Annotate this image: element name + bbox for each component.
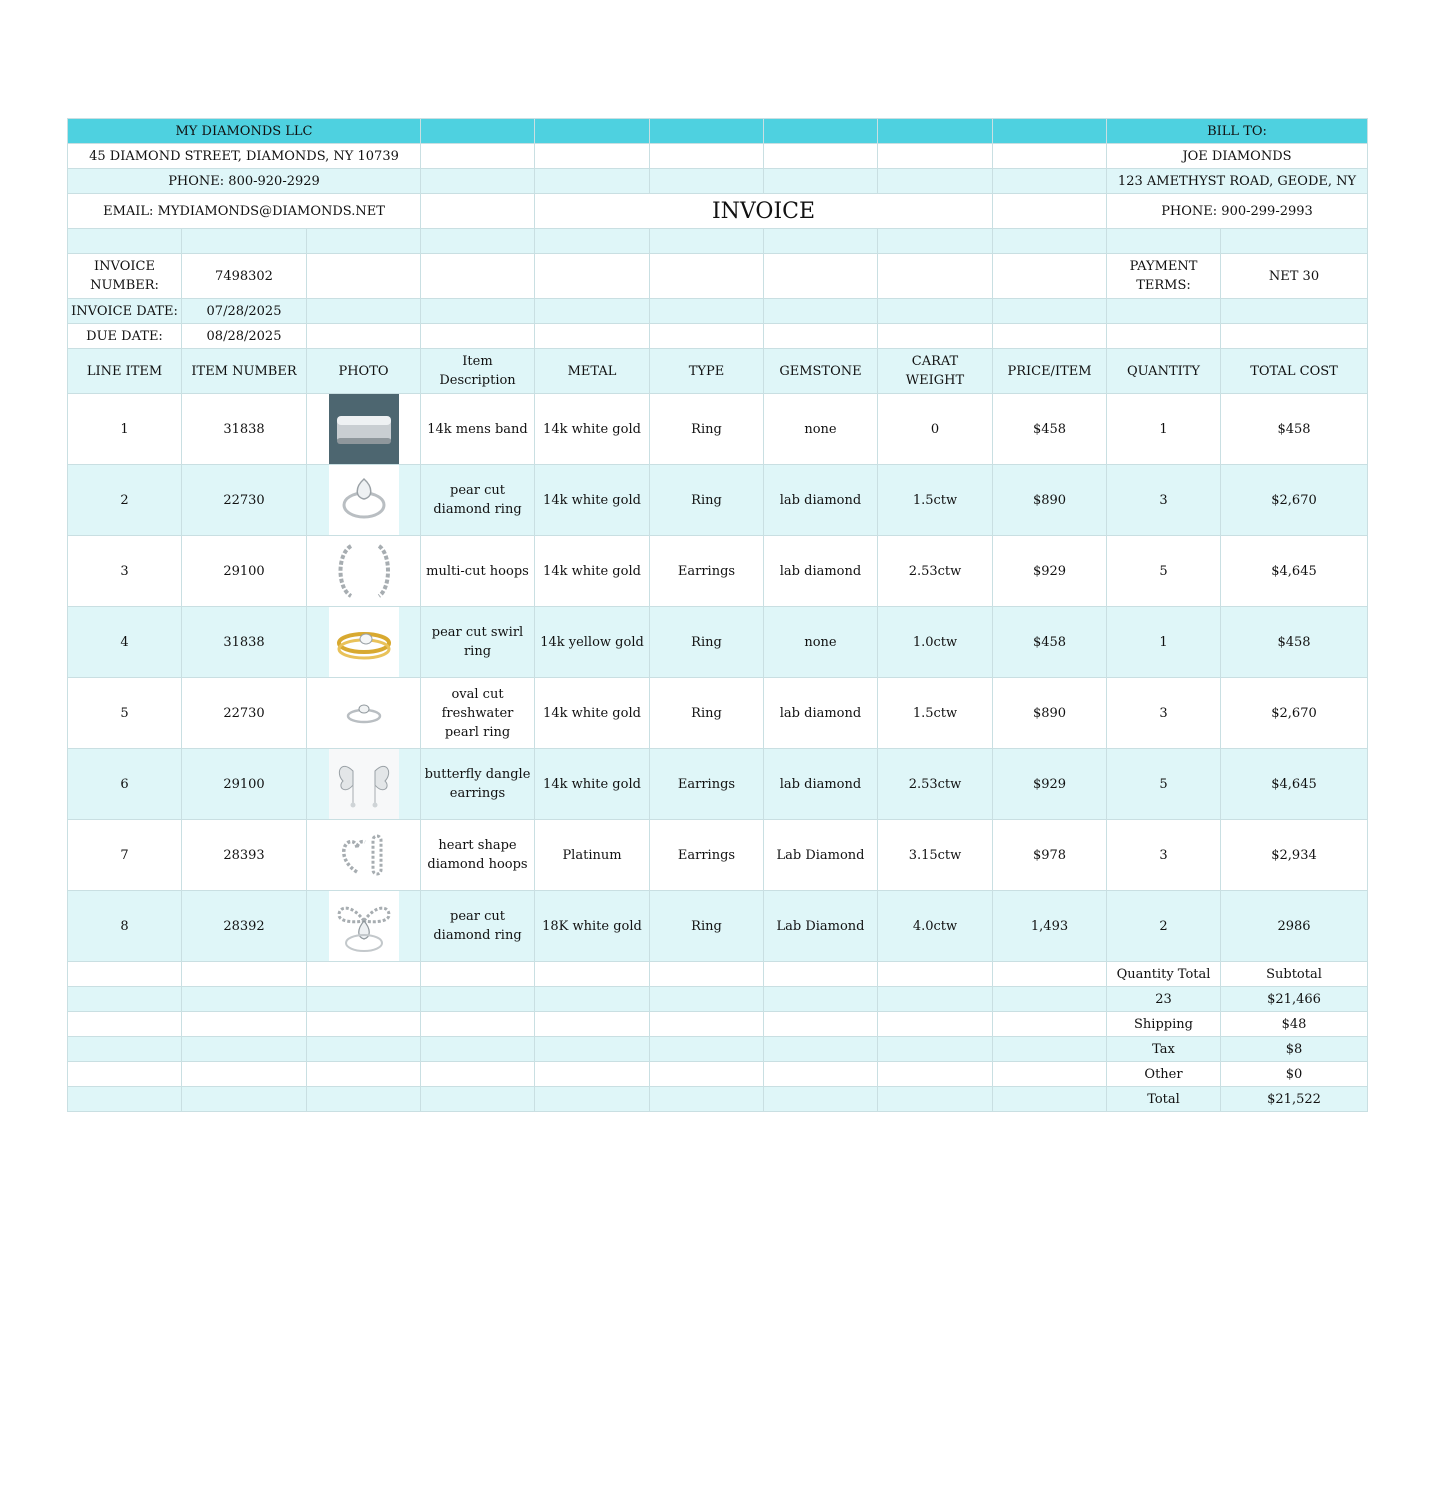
item-gemstone: lab diamond	[764, 678, 878, 749]
col-header-total-cost: TOTAL COST	[1221, 349, 1368, 394]
col-header-quantity: QUANTITY	[1107, 349, 1221, 394]
item-description: heart shape diamond hoops	[421, 820, 535, 891]
photo-cell	[307, 607, 421, 678]
item-quantity: 1	[1107, 607, 1221, 678]
tax: $8	[1221, 1037, 1368, 1062]
item-metal: 14k white gold	[535, 536, 650, 607]
item-carat: 0	[878, 394, 993, 465]
photo-cell	[307, 678, 421, 749]
photo-cell	[307, 891, 421, 962]
table-row	[68, 607, 1368, 678]
item-number: 22730	[182, 465, 307, 536]
item-price: 1,493	[993, 891, 1107, 962]
item-quantity: 5	[1107, 749, 1221, 820]
pear-butterfly-ring-photo	[329, 891, 399, 961]
item-metal: 18K white gold	[535, 891, 650, 962]
line-item: 5	[68, 678, 182, 749]
line-item: 8	[68, 891, 182, 962]
item-carat: 1.5ctw	[878, 678, 993, 749]
payment-terms-label: PAYMENT TERMS:	[1107, 254, 1221, 299]
item-quantity: 5	[1107, 536, 1221, 607]
photo-cell	[307, 394, 421, 465]
company-address: 45 DIAMOND STREET, DIAMONDS, NY 10739	[68, 144, 421, 169]
col-header-photo: PHOTO	[307, 349, 421, 394]
item-number: 29100	[182, 749, 307, 820]
grand-total: $21,522	[1221, 1087, 1368, 1112]
due-date: 08/28/2025	[182, 324, 307, 349]
line-item: 6	[68, 749, 182, 820]
item-price: $890	[993, 465, 1107, 536]
item-gemstone: lab diamond	[764, 536, 878, 607]
item-metal: 14k white gold	[535, 678, 650, 749]
invoice-date: 07/28/2025	[182, 299, 307, 324]
item-type: Ring	[650, 891, 764, 962]
table-row	[68, 749, 1368, 820]
line-item: 1	[68, 394, 182, 465]
quantity-total-label: Quantity Total	[1107, 962, 1221, 987]
table-row	[68, 820, 1368, 891]
item-description: butterfly dangle earrings	[421, 749, 535, 820]
item-total: $2,934	[1221, 820, 1368, 891]
invoice-title: INVOICE	[535, 194, 993, 229]
pear-ring-photo	[329, 465, 399, 535]
subtotal: $21,466	[1221, 987, 1368, 1012]
invoice-sheet	[67, 118, 1368, 1112]
oval-ring-photo	[329, 678, 399, 748]
line-item: 4	[68, 607, 182, 678]
item-total: $458	[1221, 394, 1368, 465]
company-phone: PHONE: 800-920-2929	[68, 169, 421, 194]
item-gemstone: lab diamond	[764, 465, 878, 536]
item-total: $458	[1221, 607, 1368, 678]
item-metal: 14k white gold	[535, 465, 650, 536]
bill-to-address: 123 AMETHYST ROAD, GEODE, NY	[1107, 169, 1368, 194]
item-carat: 4.0ctw	[878, 891, 993, 962]
subtotal-label: Subtotal	[1221, 962, 1368, 987]
tax-label: Tax	[1107, 1037, 1221, 1062]
item-price: $890	[993, 678, 1107, 749]
table-row	[68, 465, 1368, 536]
swirl-ring-photo	[329, 607, 399, 677]
item-number: 22730	[182, 678, 307, 749]
line-item: 7	[68, 820, 182, 891]
item-gemstone: none	[764, 394, 878, 465]
item-gemstone: lab diamond	[764, 749, 878, 820]
item-quantity: 1	[1107, 394, 1221, 465]
col-header-gemstone: GEMSTONE	[764, 349, 878, 394]
item-quantity: 3	[1107, 820, 1221, 891]
mens-band-photo	[329, 394, 399, 464]
due-date-label: DUE DATE:	[68, 324, 182, 349]
column-header-row	[68, 349, 1368, 394]
col-header-description: Item Description	[421, 349, 535, 394]
col-header-line-item: LINE ITEM	[68, 349, 182, 394]
item-price: $458	[993, 394, 1107, 465]
line-item: 2	[68, 465, 182, 536]
item-description: pear cut diamond ring	[421, 465, 535, 536]
item-type: Ring	[650, 607, 764, 678]
item-metal: 14k white gold	[535, 749, 650, 820]
other: $0	[1221, 1062, 1368, 1087]
item-total: $2,670	[1221, 465, 1368, 536]
col-header-metal: METAL	[535, 349, 650, 394]
table-row	[68, 678, 1368, 749]
item-price: $929	[993, 536, 1107, 607]
quantity-total: 23	[1107, 987, 1221, 1012]
butterfly-earrings-photo	[329, 749, 399, 819]
item-total: $4,645	[1221, 536, 1368, 607]
col-header-price: PRICE/ITEM	[993, 349, 1107, 394]
bill-to-label: BILL TO:	[1107, 119, 1368, 144]
item-type: Ring	[650, 394, 764, 465]
item-type: Ring	[650, 465, 764, 536]
item-description: pear cut diamond ring	[421, 891, 535, 962]
photo-cell	[307, 536, 421, 607]
heart-hoops-photo	[329, 820, 399, 890]
item-carat: 1.5ctw	[878, 465, 993, 536]
invoice-date-label: INVOICE DATE:	[68, 299, 182, 324]
payment-terms: NET 30	[1221, 254, 1368, 299]
item-type: Ring	[650, 678, 764, 749]
item-gemstone: none	[764, 607, 878, 678]
item-carat: 1.0ctw	[878, 607, 993, 678]
item-gemstone: Lab Diamond	[764, 820, 878, 891]
bill-to-phone: PHONE: 900-299-2993	[1107, 194, 1368, 229]
bill-to-name: JOE DIAMONDS	[1107, 144, 1368, 169]
company-email: EMAIL: MYDIAMONDS@DIAMONDS.NET	[68, 194, 421, 229]
item-quantity: 3	[1107, 678, 1221, 749]
item-total: $4,645	[1221, 749, 1368, 820]
line-item: 3	[68, 536, 182, 607]
item-type: Earrings	[650, 820, 764, 891]
photo-cell	[307, 820, 421, 891]
col-header-type: TYPE	[650, 349, 764, 394]
table-row	[68, 891, 1368, 962]
item-description: 14k mens band	[421, 394, 535, 465]
item-quantity: 2	[1107, 891, 1221, 962]
shipping-label: Shipping	[1107, 1012, 1221, 1037]
item-description: oval cut freshwater pearl ring	[421, 678, 535, 749]
item-number: 28392	[182, 891, 307, 962]
col-header-item-number: ITEM NUMBER	[182, 349, 307, 394]
other-label: Other	[1107, 1062, 1221, 1087]
item-price: $978	[993, 820, 1107, 891]
item-description: pear cut swirl ring	[421, 607, 535, 678]
item-carat: 2.53ctw	[878, 536, 993, 607]
total-label: Total	[1107, 1087, 1221, 1112]
item-metal: Platinum	[535, 820, 650, 891]
invoice-number: 7498302	[182, 254, 307, 299]
invoice-number-label: INVOICE NUMBER:	[68, 254, 182, 299]
item-number: 31838	[182, 607, 307, 678]
col-header-carat-weight: CARAT WEIGHT	[878, 349, 993, 394]
hoops-photo	[329, 536, 399, 606]
item-number: 29100	[182, 536, 307, 607]
table-row	[68, 394, 1368, 465]
item-number: 31838	[182, 394, 307, 465]
item-quantity: 3	[1107, 465, 1221, 536]
item-total: 2986	[1221, 891, 1368, 962]
item-carat: 2.53ctw	[878, 749, 993, 820]
photo-cell	[307, 465, 421, 536]
item-type: Earrings	[650, 536, 764, 607]
item-description: multi-cut hoops	[421, 536, 535, 607]
shipping: $48	[1221, 1012, 1368, 1037]
item-metal: 14k yellow gold	[535, 607, 650, 678]
table-row	[68, 536, 1368, 607]
item-number: 28393	[182, 820, 307, 891]
item-type: Earrings	[650, 749, 764, 820]
item-price: $458	[993, 607, 1107, 678]
item-metal: 14k white gold	[535, 394, 650, 465]
item-gemstone: Lab Diamond	[764, 891, 878, 962]
item-price: $929	[993, 749, 1107, 820]
item-total: $2,670	[1221, 678, 1368, 749]
item-carat: 3.15ctw	[878, 820, 993, 891]
photo-cell	[307, 749, 421, 820]
company-name: MY DIAMONDS LLC	[68, 119, 421, 144]
